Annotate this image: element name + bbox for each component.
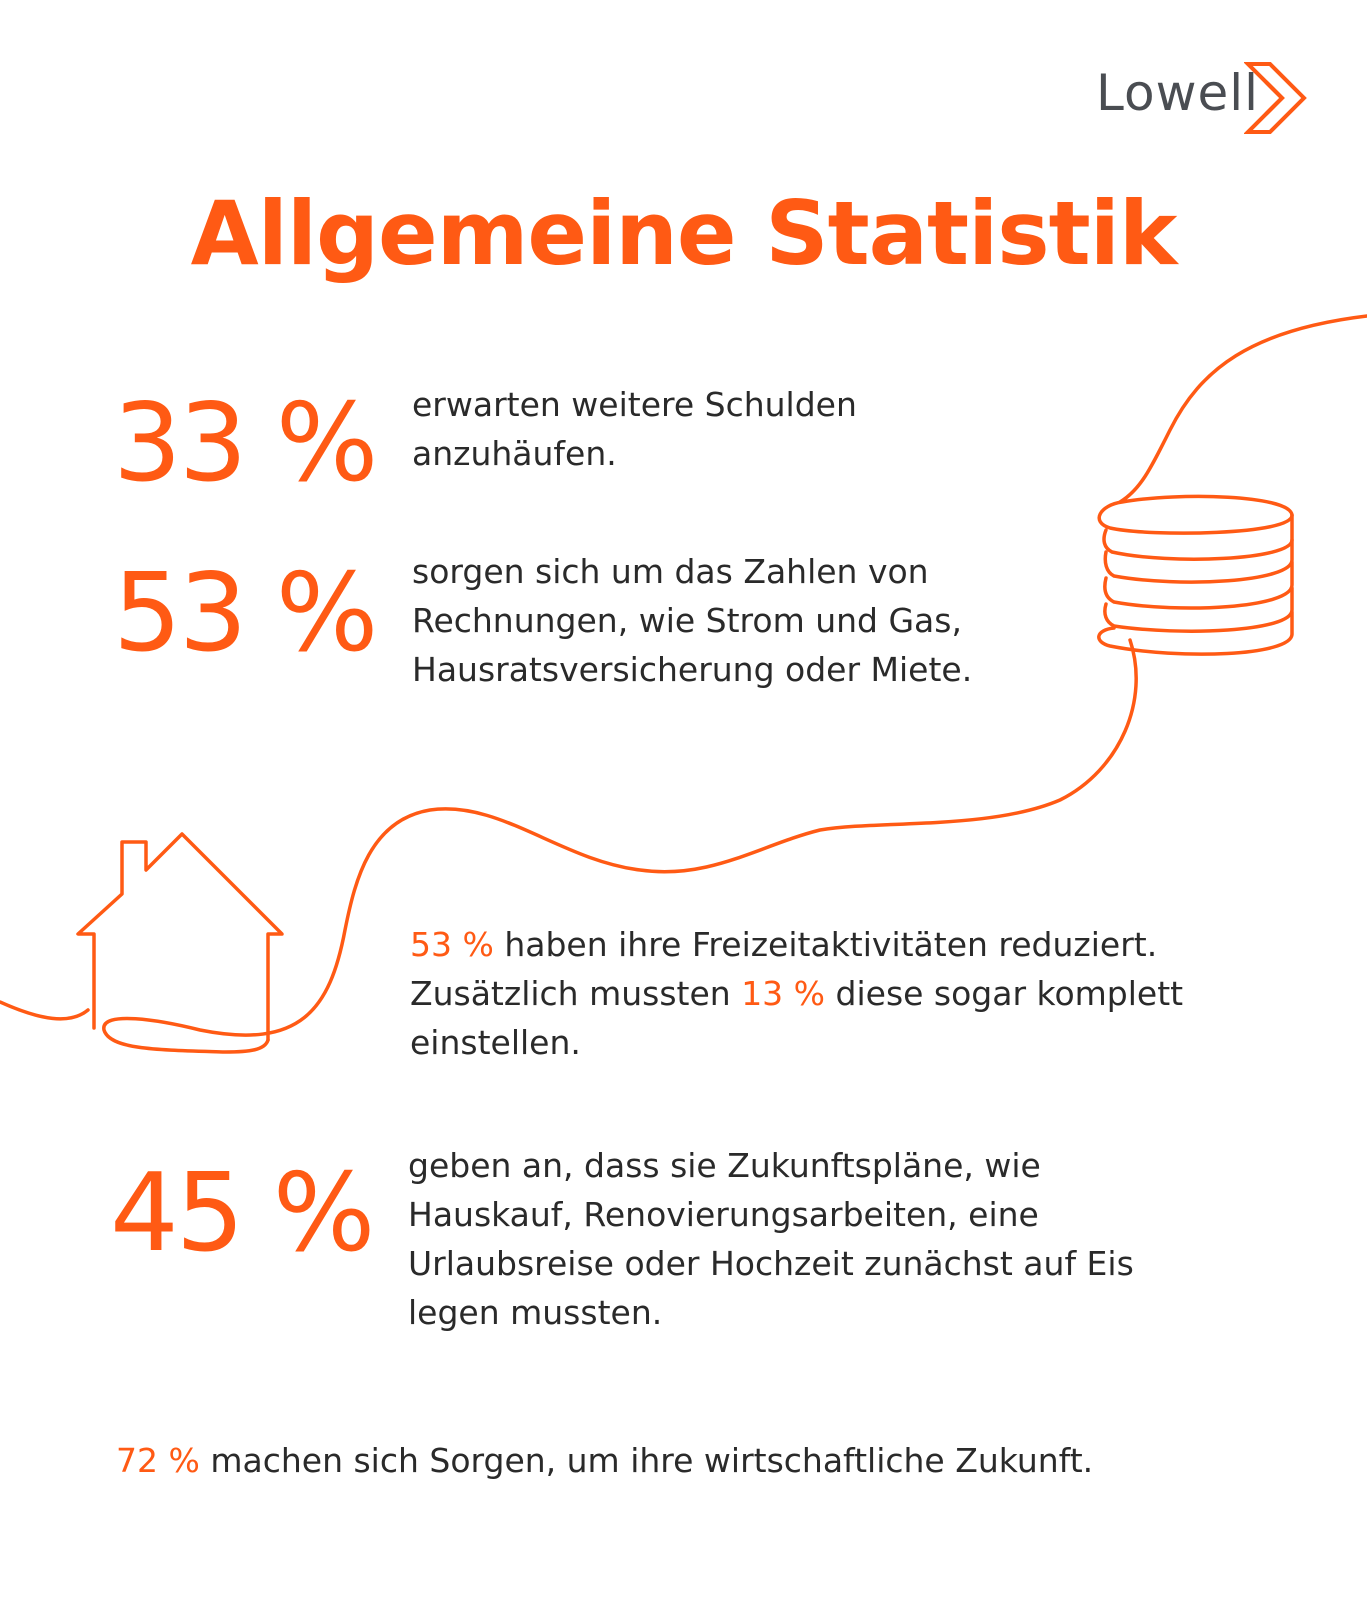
stat-text-plans: geben an, dass sie Zukunftspläne, wie Hauskauf, Renovierungsarbeiten, eine Urlaubsreise oder Hochzeit zunächst auf Eis legen mussten. xyxy=(408,1146,1134,1332)
footer-pct: 72 % xyxy=(116,1441,200,1480)
leisure-pct-reduced: 53 % xyxy=(410,925,494,964)
lowell-logo xyxy=(1096,60,1316,136)
house-icon xyxy=(78,834,282,1040)
leisure-text-1: haben ihre Freizeitaktivitäten reduziert. Zusätzlich mussten xyxy=(410,925,1158,1013)
footer-text: machen sich Sorgen, um ihre wirtschaftliche Zukunft. xyxy=(199,1441,1094,1480)
stat-value-debt: 33 % xyxy=(113,381,376,506)
leisure-text-2: diese sogar komplett einstellen. xyxy=(410,974,1184,1062)
page-title: Allgemeine Statistik xyxy=(190,182,1177,285)
leisure-paragraph xyxy=(410,920,1190,1067)
coin-stack-icon xyxy=(1099,496,1292,654)
stat-value-bills: 53 % xyxy=(113,551,376,676)
stat-value-plans: 45 % xyxy=(110,1151,373,1276)
stat-text-bills: sorgen sich um das Zahlen von Rechnungen, wie Strom und Gas, Hausratsversicherung oder Miete. xyxy=(412,552,973,689)
logo-wordmark: Lowell xyxy=(1096,64,1260,122)
footer-statement xyxy=(116,1436,1316,1485)
stat-text-debt: erwarten weitere Schulden anzuhäufen. xyxy=(412,385,857,473)
leisure-pct-stopped: 13 % xyxy=(741,974,826,1013)
double-chevron-logo-icon xyxy=(1244,60,1316,136)
